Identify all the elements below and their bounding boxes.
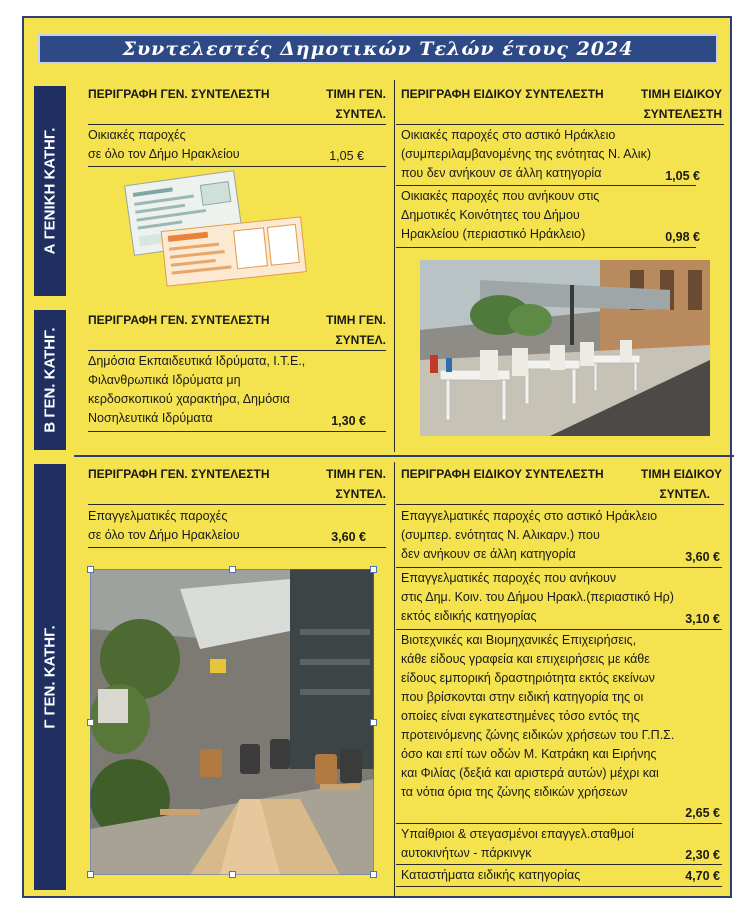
spec-desc-header: ΠΕΡΙΓΡΑΦΗ ΕΙΔΙΚΟΥ ΣΥΝΤΕΛΕΣΤΗ (401, 467, 604, 481)
gen-value-header (322, 464, 386, 504)
text-line: Επαγγελματικές παροχές που ανήκουν (401, 571, 617, 585)
text-line: Επαγγελματικές παροχές (88, 509, 228, 523)
resize-handle-bottom[interactable] (229, 871, 236, 878)
utility-bill-illustration (124, 168, 314, 288)
header-rule (396, 124, 724, 125)
text-line: Οικιακές παροχές (88, 128, 186, 142)
text-line: σε όλο τον Δήμο Ηρακλείου (88, 528, 240, 542)
text-line: προτεινόμενης ζώνης ειδικών χρήσεων του Γ.Π.Σ. (401, 728, 675, 742)
gen-value-header (322, 84, 386, 124)
gen-c-value: 3,60 € (331, 530, 366, 544)
text-line: Καταστήματα ειδικής κατηγορίας (401, 868, 581, 882)
spec-c-row-4-value: 2,30 € (685, 848, 720, 862)
text-line: στις Δημ. Κοιν. του Δήμου Ηρακλ.(περιαστικό Ηρ) (401, 590, 674, 604)
text-line: που βρίσκονται στην ειδική κατηγορία της οι (401, 690, 644, 704)
category-band-c (34, 464, 66, 890)
gen-b-value: 1,30 € (331, 414, 366, 428)
gen-c-description (88, 507, 240, 545)
text-line: και Φιλίας (δεξιά και αριστερά αυτών) μέχρι και (401, 766, 659, 780)
text-line: εκτός ειδικής κατηγορίας (401, 609, 537, 623)
text-line: που δεν ανήκουν σε άλλη κατηγορία (401, 166, 602, 180)
text-line: Δημοτικές Κοινότητες του Δήμου (401, 208, 580, 222)
spec-value-header-line1: ΤΙΜΗ ΕΙΔΙΚΟΥ (640, 467, 722, 481)
text-line: Ηρακλείου (περιαστικό Ηράκλειο) (401, 227, 586, 241)
category-band-b (34, 310, 66, 450)
spec-a-row-1 (401, 126, 651, 183)
gen-desc-header: ΠΕΡΙΓΡΑΦΗ ΓΕΝ. ΣΥΝΤΕΛΕΣΤΗ (88, 467, 270, 481)
row-rule (396, 567, 722, 568)
spec-value-header (620, 464, 722, 504)
gen-a-description (88, 126, 240, 164)
spec-c-row-1-value: 3,60 € (685, 550, 720, 564)
row-rule (396, 185, 696, 186)
text-line: Οικιακές παροχές που ανήκουν στις (401, 189, 600, 203)
section-divider (74, 455, 734, 457)
cafe-terrace-photo (90, 569, 374, 875)
text-line: είδους εμπορική δραστηριότητα εκτός εκείνων (401, 671, 655, 685)
text-line: (συμπεριλαμβανομένης της ενότητας Ν. Αλικ) (401, 147, 651, 161)
gen-value-header-line1: ΤΙΜΗ ΓΕΝ. (326, 313, 386, 327)
text-line: Βιοτεχνικές και Βιομηχανικές Επιχειρήσεις, (401, 633, 637, 647)
header-rule (88, 124, 386, 125)
spec-c-row-2-value: 3,10 € (685, 612, 720, 626)
gen-desc-header: ΠΕΡΙΓΡΑΦΗ ΓΕΝ. ΣΥΝΤΕΛΕΣΤΗ (88, 87, 270, 101)
spec-c-row-5-value: 4,70 € (685, 869, 720, 883)
text-line: όσο και επί των οδών Μ. Κατράκη και Ειρήνης (401, 747, 657, 761)
category-band-a (34, 86, 66, 296)
resize-handle-left[interactable] (87, 719, 94, 726)
resize-handle-bottom-left[interactable] (87, 871, 94, 878)
resize-handle-top-left[interactable] (87, 566, 94, 573)
text-line: Οικιακές παροχές στο αστικό Ηράκλειο (401, 128, 616, 142)
tariff-sheet (22, 16, 732, 898)
text-line: κερδοσκοπικού χαρακτήρα, Δημόσια (88, 392, 290, 406)
resize-handle-top[interactable] (229, 566, 236, 573)
row-rule (396, 629, 722, 630)
text-line: Επαγγελματικές παροχές στο αστικό Ηράκλειο (401, 509, 658, 523)
gen-value-header-line2: ΣΥΝΤΕΛ. (335, 107, 386, 121)
column-divider (394, 80, 395, 452)
resize-handle-top-right[interactable] (370, 566, 377, 573)
resize-handle-right[interactable] (370, 719, 377, 726)
gen-desc-header: ΠΕΡΙΓΡΑΦΗ ΓΕΝ. ΣΥΝΤΕΛΕΣΤΗ (88, 313, 270, 327)
header-rule (88, 350, 386, 351)
spec-a-row-2 (401, 187, 599, 244)
spec-a-row-1-value: 1,05 € (665, 169, 700, 183)
gen-value-header (322, 310, 386, 350)
text-line: δεν ανήκουν σε άλλη κατηγορία (401, 547, 576, 561)
gen-value-header-line2: ΣΥΝΤΕΛ. (335, 487, 386, 501)
gen-value-header-line2: ΣΥΝΤΕΛ. (335, 333, 386, 347)
gen-b-description (88, 352, 305, 428)
header-rule (396, 504, 724, 505)
gen-a-value: 1,05 € (329, 149, 364, 163)
gen-value-header-line1: ΤΙΜΗ ΓΕΝ. (326, 467, 386, 481)
text-line: σε όλο τον Δήμο Ηρακλείου (88, 147, 240, 161)
row-rule (396, 247, 696, 248)
spec-c-row-5 (401, 866, 580, 885)
spec-c-row-3 (401, 631, 674, 802)
text-line: Φιλανθρωπικά Ιδρύματα μη (88, 373, 241, 387)
row-rule (88, 547, 386, 548)
spec-value-header-line1: ΤΙΜΗ ΕΙΔΙΚΟΥ (640, 87, 722, 101)
row-rule (396, 864, 722, 865)
spec-c-row-4 (401, 825, 634, 863)
text-line: Υπαίθριοι & στεγασμένοι επαγγελ.σταθμοί (401, 827, 634, 841)
page-title: Συντελεστές Δημοτικών Τελών έτους 2024 (38, 34, 718, 64)
text-line: κάθε είδους γραφεία και επιχειρήσεις με κάθε (401, 652, 650, 666)
text-line: Δημόσια Εκπαιδευτικά Ιδρύματα, Ι.Τ.Ε., (88, 354, 306, 368)
spec-value-header-line2: ΣΥΝΤΕΛ. (659, 487, 710, 501)
row-rule (396, 823, 722, 824)
text-line: οποίες είναι εγκατεστημένες τόσο εντός της (401, 709, 640, 723)
text-line: τα νότια όρια της ζώνης ειδικών χρήσεων (401, 785, 628, 799)
spec-c-row-3-value: 2,65 € (685, 806, 720, 820)
category-c-label: Γ ΓΕΝ. ΚΑΤΗΓ. (41, 625, 59, 729)
spec-desc-header: ΠΕΡΙΓΡΑΦΗ ΕΙΔΙΚΟΥ ΣΥΝΤΕΛΕΣΤΗ (401, 87, 604, 101)
gen-value-header-line1: ΤΙΜΗ ΓΕΝ. (326, 87, 386, 101)
spec-a-row-2-value: 0,98 € (665, 230, 700, 244)
street-cafe-photo (420, 260, 710, 436)
row-rule (396, 886, 722, 887)
text-line: Νοσηλευτικά Ιδρύματα (88, 411, 213, 425)
spec-value-header (620, 84, 722, 124)
resize-handle-bottom-right[interactable] (370, 871, 377, 878)
row-rule (88, 166, 386, 167)
column-divider (394, 462, 395, 898)
spec-value-header-line2: ΣΥΝΤΕΛΕΣΤΗ (643, 107, 722, 121)
spec-c-row-2 (401, 569, 674, 626)
spec-c-row-1 (401, 507, 657, 564)
text-line: αυτοκινήτων - πάρκινγκ (401, 846, 532, 860)
category-b-label: Β ΓΕΝ. ΚΑΤΗΓ. (41, 327, 59, 433)
text-line: (συμπερ. ενότητας Ν. Αλικαρν.) που (401, 528, 600, 542)
header-rule (88, 504, 386, 505)
row-rule (88, 431, 386, 432)
category-a-label: Α ΓΕΝΙΚΗ ΚΑΤΗΓ. (41, 127, 59, 255)
